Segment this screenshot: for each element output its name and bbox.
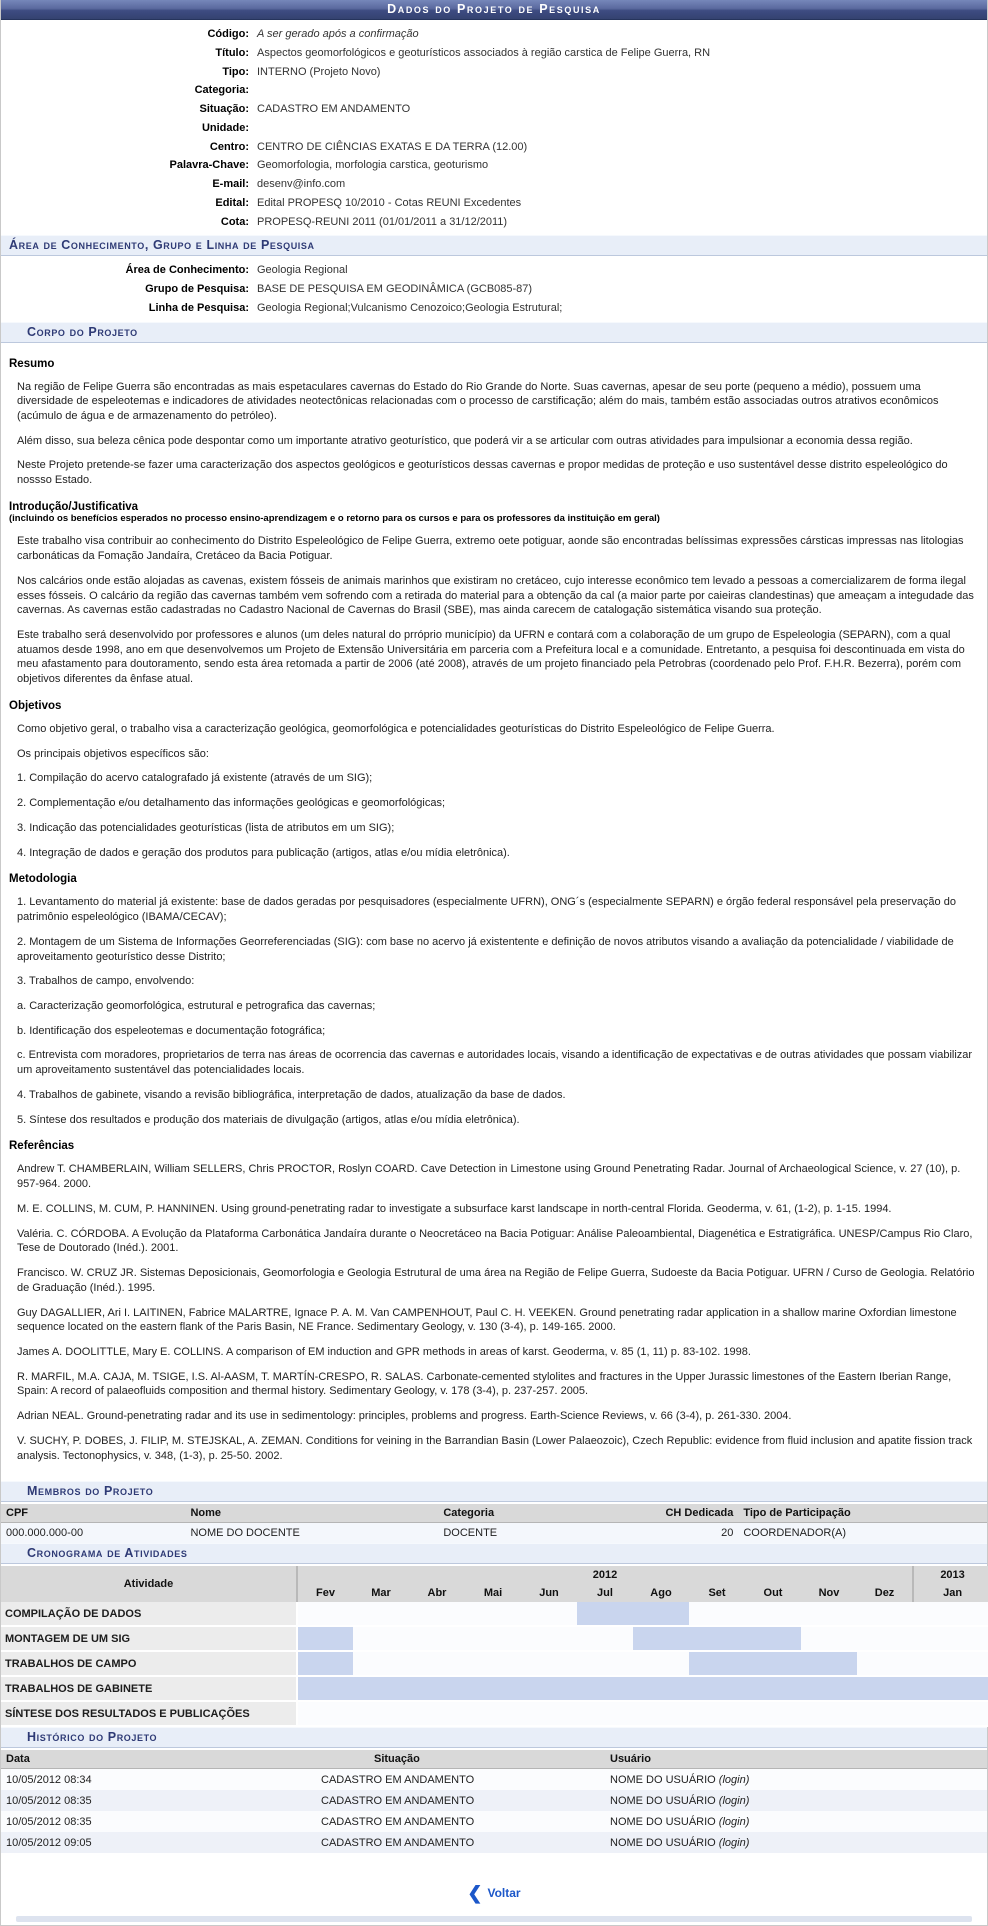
- field-label: Situação:: [199, 103, 249, 115]
- gantt-bar-cell: [297, 1626, 353, 1651]
- back-link[interactable]: Voltar: [487, 1886, 521, 1901]
- gantt-empty-cell: [801, 1701, 857, 1726]
- gantt-bar-cell: [745, 1651, 801, 1676]
- gantt-bar-cell: [353, 1676, 409, 1701]
- body-paragraph: 4. Trabalhos de gabinete, visando a revisão bibliográfica, interpretação de dados, atualização da base de dados.: [17, 1088, 566, 1101]
- gantt-empty-cell: [353, 1626, 409, 1651]
- gantt-empty-cell: [577, 1626, 633, 1651]
- gantt-year-2013-header: 2013: [913, 1566, 988, 1584]
- gantt-bar-cell: [409, 1676, 465, 1701]
- gantt-bar-cell: [465, 1676, 521, 1701]
- field-value: Geomorfologia, morfologia carstica, geoturismo: [257, 159, 489, 172]
- page-footer-strip: [16, 1916, 972, 1922]
- gantt-month-header: Abr: [409, 1584, 465, 1602]
- members-table: [1, 1504, 987, 1543]
- gantt-empty-cell: [913, 1651, 988, 1676]
- gantt-year-header-row: [1, 1566, 988, 1584]
- members-header-row: [1, 1504, 987, 1523]
- history-status-cell: CADASTRO EM ANDAMENTO: [316, 1832, 605, 1853]
- field-row: [1, 175, 987, 194]
- field-row: [1, 100, 987, 119]
- history-user-cell: NOME DO USUÁRIO (login): [605, 1790, 987, 1811]
- field-label: Centro:: [209, 140, 249, 153]
- gantt-empty-cell: [409, 1651, 465, 1676]
- field-row: [1, 25, 987, 44]
- field-value: Geologia Regional: [257, 264, 348, 277]
- history-column-header: Usuário: [605, 1750, 987, 1769]
- body-paragraph: Este trabalho será desenvolvido por professores e alunos (um deles natural do prróprio município) da UFRN e contará com a colaboração de um grupo de Espeleologia (SEPARN), com a qual atuamos desde 1998, ano em que desenvolvemos um Projeto de Extensão Universitária em parceria com a Prefeitura local e a comunidade. Entretanto, a pesquisa foi descontinuada em vista do meu afastamento para doutoramento, sendo esta área retomada a partir de 2006 (até 2008), através de um projeto financiado pela Petrobras (coordenado pelo Prof. F.H.R. Bezerra), porém com objetivos diferentes da ênfase atual.: [17, 628, 965, 686]
- history-user-cell: NOME DO USUÁRIO (login): [605, 1811, 987, 1832]
- gantt-empty-cell: [521, 1626, 577, 1651]
- history-date-cell: 10/05/2012 09:05: [1, 1832, 316, 1853]
- members-cell: NOME DO DOCENTE: [185, 1523, 438, 1544]
- gantt-activity-row: [1, 1626, 988, 1651]
- field-row: [1, 261, 987, 280]
- body-paragraph: Valéria. C. CÓRDOBA. A Evolução da Plataforma Carbonática Jandaíra durante o Neocretáceo na Bacia Potiguar: Análise Paleoambiental, Diagenética e Estratigráfica. UNESP/Campus Rio Claro, Tese de Doutorado (Inéd.). 2001.: [17, 1227, 973, 1255]
- field-row: [1, 156, 987, 175]
- gantt-activity-row: [1, 1676, 988, 1701]
- body-paragraph: Este trabalho visa contribuir ao conhecimento do Distrito Espeleológico de Felipe Guerra, extremo oete potiguar, aonde são encontradas belíssimas expressões cársticas impressas nas litologias carbonáticas da Fomação Jandaíra, Cretáceo da Bacia Potiguar.: [17, 535, 964, 563]
- gantt-empty-cell: [465, 1626, 521, 1651]
- body-section-heading: Resumo: [9, 357, 55, 370]
- history-header-row: [1, 1750, 987, 1769]
- gantt-empty-cell: [577, 1651, 633, 1676]
- members-column-header: Nome: [185, 1504, 438, 1523]
- body-section-heading: Introdução/Justificativa: [9, 500, 139, 513]
- body-paragraph: Neste Projeto pretende-se fazer uma caracterização dos aspectos geológicos e geoturísticos dessas cavernas e propor medidas de proteção e uso sustentável desse distrito espeleológico do nossso Estado.: [17, 459, 948, 487]
- gantt-bar-cell: [689, 1676, 745, 1701]
- gantt-empty-cell: [465, 1701, 521, 1726]
- body-paragraph: 5. Síntese dos resultados e produção dos materiais de divulgação (artigos, atlas e/ou mídia eletrônica).: [17, 1113, 520, 1126]
- gantt-month-header: Out: [745, 1584, 801, 1602]
- gantt-empty-cell: [857, 1626, 913, 1651]
- gantt-empty-cell: [409, 1602, 465, 1626]
- field-row: [1, 63, 987, 82]
- gantt-bar-cell: [745, 1626, 801, 1651]
- field-value: Geologia Regional;Vulcanismo Cenozoico;Geologia Estrutural;: [257, 301, 563, 314]
- history-column-header: Data: [1, 1750, 316, 1769]
- field-value: CADASTRO EM ANDAMENTO: [257, 103, 411, 115]
- body-paragraph: M. E. COLLINS, M. CUM, P. HANNINEN. Using ground-penetrating radar to investigate a subsurface karst landscape in north-central Florida. Geoderma, v. 61, (1-2), p. 1-15. 1994.: [17, 1202, 892, 1215]
- gantt-empty-cell: [465, 1651, 521, 1676]
- history-row: [1, 1769, 987, 1791]
- body-paragraph: Nos calcários onde estão alojadas as cavenas, existem fósseis de animais marinhos que existiram no cretáceo, cujo interesse econômico tem levado a pessoas a comercializarem de forma ilegal esses fósseis. O calcário da região das cavernas também vem sofrendo com a retirada do material para a obtenção da cal (a maior parte por caieiras clandestinas) que ameaçam a integudade das cavernas. As cavernas estão cadastradas no Cadastro Nacional de Cavernas do Brasil (SBE), mas ainda carecem de catalogação sistemática visando sua proteção.: [17, 574, 974, 617]
- gantt-bar-cell: [689, 1626, 745, 1651]
- gantt-bar-cell: [297, 1676, 353, 1701]
- gantt-activity-column-header: Atividade: [1, 1566, 297, 1602]
- field-value: CENTRO DE CIÊNCIAS EXATAS E DA TERRA (12.00): [257, 140, 528, 153]
- history-status-cell: CADASTRO EM ANDAMENTO: [316, 1769, 605, 1791]
- gantt-activity-label: MONTAGEM DE UM SIG: [1, 1626, 297, 1651]
- body-paragraph: Além disso, sua beleza cênica pode despontar como um importante atrativo geoturístico, que poderá vir a se articular com outras atividades para impulsionar a economia dessa região.: [17, 434, 913, 447]
- gantt-month-header: Fev: [297, 1584, 353, 1602]
- gantt-activity-label: TRABALHOS DE CAMPO: [1, 1651, 297, 1676]
- members-cell: DOCENTE: [438, 1523, 573, 1544]
- body-paragraph: Como objetivo geral, o trabalho visa a caracterização geológica, geomorfológica e potencialidades geoturísticas do Distrito Espeleológico de Felipe Guerra.: [17, 722, 775, 735]
- field-row: [1, 44, 987, 63]
- gantt-empty-cell: [689, 1701, 745, 1726]
- field-label: Grupo de Pesquisa:: [145, 283, 249, 295]
- history-date-cell: 10/05/2012 08:35: [1, 1790, 316, 1811]
- gantt-empty-cell: [913, 1602, 988, 1626]
- members-column-header: CH Dedicada: [573, 1504, 738, 1523]
- gantt-year-2012-header: 2012: [297, 1566, 913, 1584]
- body-paragraph: R. MARFIL, M.A. CAJA, M. TSIGE, I.S. Al-AASM, T. MARTÍN-CRESPO, R. SALAS. Carbonate-cemented stylolites and fractures in the Upper Jurassic limestones of the Eastern Iberian Range, Spain: A record of palaeofluids composition and thermal history. Sedimentary Geology, v. 178 (3-4), p. 237-257. 2005.: [17, 1370, 952, 1398]
- gantt-empty-cell: [409, 1626, 465, 1651]
- gantt-empty-cell: [801, 1626, 857, 1651]
- gantt-activity-row: [1, 1602, 988, 1626]
- gantt-bar-cell: [801, 1651, 857, 1676]
- gantt-month-header: Nov: [801, 1584, 857, 1602]
- gantt-bar-cell: [857, 1676, 913, 1701]
- gantt-empty-cell: [353, 1701, 409, 1726]
- gantt-empty-cell: [857, 1602, 913, 1626]
- gantt-empty-cell: [409, 1701, 465, 1726]
- members-column-header: CPF: [1, 1504, 185, 1523]
- members-cell: COORDENADOR(A): [738, 1523, 987, 1544]
- gantt-empty-cell: [857, 1651, 913, 1676]
- gantt-empty-cell: [521, 1602, 577, 1626]
- project-body-text: [1, 343, 987, 1482]
- field-label: Título:: [215, 46, 249, 59]
- body-paragraph: Andrew T. CHAMBERLAIN, William SELLERS, Chris PROCTOR, Roslyn COARD. Cave Detection in Limestone using Ground Penetrating Radar. Journal of Archaeological Science, v. 27 (10), p. 957-964. 2000.: [17, 1163, 961, 1191]
- gantt-month-header: Dez: [857, 1584, 913, 1602]
- history-status-cell: CADASTRO EM ANDAMENTO: [316, 1790, 605, 1811]
- history-user-cell: NOME DO USUÁRIO (login): [605, 1832, 987, 1853]
- history-column-header: Situação: [316, 1750, 605, 1769]
- field-value: Edital PROPESQ 10/2010 - Cotas REUNI Excedentes: [257, 196, 522, 209]
- body-paragraph: Francisco. W. CRUZ JR. Sistemas Deposicionais, Geomorfologia e Geologia Estrutural de uma área na Região de Felipe Guerra, Sudoeste da Bacia Potiguar. UFRN / Curso de Geologia. Relatório de Graduação (Inéd.). 1995.: [17, 1267, 975, 1294]
- gantt-empty-cell: [801, 1602, 857, 1626]
- field-value: [253, 81, 987, 100]
- members-row: [1, 1523, 987, 1544]
- gantt-bar-cell: [577, 1676, 633, 1701]
- body-paragraph: a. Caracterização geomorfológica, estrutural e petrografica das cavernas;: [17, 999, 376, 1012]
- gantt-month-header: Jun: [521, 1584, 577, 1602]
- gantt-empty-cell: [633, 1651, 689, 1676]
- gantt-bar-cell: [801, 1676, 857, 1701]
- gantt-month-header: Mai: [465, 1584, 521, 1602]
- gantt-empty-cell: [577, 1701, 633, 1726]
- gantt-empty-cell: [297, 1701, 353, 1726]
- field-label: Código:: [207, 28, 249, 40]
- body-section-heading: Metodologia: [9, 873, 77, 886]
- body-paragraph: b. Identificação dos espeleotemas e documentação fotográfica;: [17, 1024, 326, 1037]
- gantt-month-header: Jan: [913, 1584, 988, 1602]
- gantt-bar-cell: [913, 1676, 988, 1701]
- body-paragraph: c. Entrevista com moradores, proprietarios de terra nas áreas de ocorrencia das cavernas e autoridades locais, visando a identificação de expectativas e de outras atividades que possam viabilizar um aproveitamento sustentável das potencialidades locais.: [17, 1049, 973, 1077]
- section-area-conhecimento: Área de Conhecimento, Grupo e Linha de Pesquisa: [1, 235, 987, 256]
- gantt-empty-cell: [353, 1602, 409, 1626]
- field-row: [1, 299, 987, 318]
- field-row: [1, 213, 987, 232]
- area-fields-table: [1, 261, 987, 317]
- field-row: [1, 119, 987, 138]
- body-section-subheading: (incluindo os benefícios esperados no processo ensino-aprendizagem e o retorno para os cursos e para os professores da instituição em geral): [9, 512, 660, 524]
- gantt-empty-cell: [689, 1602, 745, 1626]
- history-row: [1, 1811, 987, 1832]
- field-label: Área de Conhecimento:: [125, 264, 249, 277]
- gantt-activity-row: [1, 1651, 988, 1676]
- field-label: E-mail:: [212, 178, 249, 190]
- body-paragraph: 1. Levantamento do material já existente: base de dados geradas por pesquisadores (especialmente UFRN), ONG´s (especialmente SEPARN) e órgão federal responsável pela preservação do patrimônio espeleológico (IBAMA/CECAV);: [17, 896, 956, 924]
- field-label: Edital:: [215, 196, 249, 209]
- gantt-empty-cell: [913, 1626, 988, 1651]
- gantt-activity-label: SÍNTESE DOS RESULTADOS E PUBLICAÇÕES: [1, 1701, 297, 1726]
- history-date-cell: 10/05/2012 08:34: [1, 1769, 316, 1791]
- history-table: [1, 1750, 987, 1853]
- gantt-month-header: Jul: [577, 1584, 633, 1602]
- field-value: A ser gerado após a confirmação: [257, 28, 419, 40]
- gantt-bar-cell: [633, 1676, 689, 1701]
- section-corpo-projeto: Corpo do Projeto: [1, 322, 987, 343]
- history-status-cell: CADASTRO EM ANDAMENTO: [316, 1811, 605, 1832]
- field-label: Categoria:: [194, 84, 249, 97]
- activities-gantt-table: [1, 1566, 988, 1727]
- section-cronograma-atividades: Cronograma de Atividades: [1, 1543, 987, 1564]
- body-paragraph: 3. Indicação das potencialidades geoturísticas (lista de atributos em um SIG);: [17, 821, 395, 834]
- gantt-bar-cell: [297, 1651, 353, 1676]
- gantt-bar-cell: [577, 1602, 633, 1626]
- field-row: [1, 194, 987, 213]
- page-title: Dados do Projeto de Pesquisa: [1, 0, 987, 20]
- field-label: Cota:: [220, 215, 249, 228]
- history-row: [1, 1790, 987, 1811]
- members-cell: 000.000.000-00: [1, 1523, 185, 1544]
- body-paragraph: 2. Montagem de um Sistema de Informações Georreferenciadas (SIG): com base no acervo já existentente e definição de novos atributos visando a avaliação da potencialidade / viabilidade de aproveitamento geoturístico desse Distrito;: [17, 935, 954, 963]
- back-chevron-icon[interactable]: ❮: [467, 1883, 483, 1904]
- field-value: [253, 119, 987, 138]
- gantt-empty-cell: [521, 1651, 577, 1676]
- gantt-empty-cell: [353, 1651, 409, 1676]
- field-row: [1, 280, 987, 299]
- gantt-bar-cell: [689, 1651, 745, 1676]
- body-paragraph: 2. Complementação e/ou detalhamento das informações geológicas e geomorfológicas;: [17, 797, 446, 810]
- gantt-bar-cell: [633, 1626, 689, 1651]
- body-paragraph: Os principais objetivos específicos são:: [17, 747, 209, 760]
- gantt-bar-cell: [521, 1676, 577, 1701]
- body-paragraph: James A. DOOLITTLE, Mary E. COLLINS. A comparison of EM induction and GPR methods in areas of karst. Geoderma, v. 85 (1, 11) p. 83-102. 1998.: [17, 1346, 751, 1358]
- history-user-cell: NOME DO USUÁRIO (login): [605, 1769, 987, 1791]
- gantt-bar-cell: [633, 1602, 689, 1626]
- members-column-header: Categoria: [438, 1504, 573, 1523]
- field-value: INTERNO (Projeto Novo): [257, 65, 381, 78]
- section-membros-projeto: Membros do Projeto: [1, 1481, 987, 1502]
- field-label: Unidade:: [201, 121, 249, 134]
- field-label: Tipo:: [222, 65, 249, 78]
- gantt-empty-cell: [913, 1701, 988, 1726]
- gantt-activity-label: TRABALHOS DE GABINETE: [1, 1676, 297, 1701]
- history-date-cell: 10/05/2012 08:35: [1, 1811, 316, 1832]
- field-value: desenv@info.com: [257, 178, 346, 190]
- gantt-empty-cell: [521, 1701, 577, 1726]
- history-user-login: (login): [718, 1794, 750, 1807]
- project-fields-table: [1, 25, 987, 231]
- body-paragraph: Adrian NEAL. Ground-penetrating radar and its use in sedimentology: principles, problems and progress. Earth-Science Reviews, v. 66 (3-4), p. 261-330. 2004.: [17, 1410, 792, 1423]
- gantt-empty-cell: [465, 1602, 521, 1626]
- members-column-header: Tipo de Participação: [738, 1504, 987, 1523]
- gantt-empty-cell: [633, 1701, 689, 1726]
- field-value: Aspectos geomorfológicos e geoturísticos associados à região carstica de Felipe Guerra, RN: [257, 46, 711, 59]
- gantt-month-header: Mar: [353, 1584, 409, 1602]
- field-value: PROPESQ-REUNI 2011 (01/01/2011 a 31/12/2011): [257, 215, 508, 228]
- members-cell: 20: [573, 1523, 738, 1544]
- history-row: [1, 1832, 987, 1853]
- gantt-activity-label: COMPILAÇÃO DE DADOS: [1, 1602, 297, 1626]
- body-paragraph: V. SUCHY, P. DOBES, J. FILIP, M. STEJSKAL, A. ZEMAN. Conditions for veining in the Barrandian Basin (Lower Palaeozoic), Czech Republic: evidence from fluid inclusion and apatite fission track analysis. Tectonophysics, v. 348, (1-3), p. 25-50. 2002.: [17, 1434, 973, 1462]
- history-user-login: (login): [718, 1773, 750, 1786]
- history-user-login: (login): [718, 1836, 750, 1849]
- gantt-month-header: Ago: [633, 1584, 689, 1602]
- body-paragraph: 1. Compilação do acervo catalografado já existente (através de um SIG);: [17, 772, 373, 785]
- field-row: [1, 138, 987, 157]
- history-user-login: (login): [718, 1815, 750, 1828]
- section-historico-projeto: Histórico do Projeto: [1, 1727, 987, 1748]
- field-label: Palavra-Chave:: [169, 159, 249, 172]
- gantt-empty-cell: [857, 1701, 913, 1726]
- gantt-bar-cell: [745, 1676, 801, 1701]
- gantt-empty-cell: [745, 1602, 801, 1626]
- field-label: Linha de Pesquisa:: [148, 301, 249, 314]
- body-paragraph: Guy DAGALLIER, Ari I. LAITINEN, Fabrice MALARTRE, Ignace P. A. M. Van CAMPENHOUT, Paul C. H. VEEKEN. Ground penetrating radar application in a shallow marine Oxfordian limestone sequence located on the eastern flank of the Paris Basin, NE France. Sedimentary Geology, v. 130 (3-4), p. 149-165. 2000.: [17, 1306, 957, 1334]
- gantt-empty-cell: [745, 1701, 801, 1726]
- body-paragraph: 3. Trabalhos de campo, envolvendo:: [17, 975, 195, 988]
- body-section-heading: Objetivos: [9, 699, 62, 712]
- body-paragraph: 4. Integração de dados e geração dos produtos para publicação (artigos, atlas e/ou mídia eletrônica).: [17, 846, 510, 859]
- body-paragraph: Na região de Felipe Guerra são encontradas as mais espetaculares cavernas do Estado do Rio Grande do Norte. Suas cavernas, apesar de seu porte (pequeno a médio), possuem uma diversidade de espeleotemas e indicadores de atividades neotectônicas relacionadas com o processo de carstificação; além do mais, também estão associadas outros atrativos econômicos (acúmulo de água e de armazenamento do petróleo).: [17, 380, 939, 422]
- gantt-activity-row: [1, 1701, 988, 1726]
- field-value: BASE DE PESQUISA EM GEODINÂMICA (GCB085-87): [257, 283, 533, 295]
- body-section-heading: Referências: [9, 1140, 75, 1153]
- gantt-month-header: Set: [689, 1584, 745, 1602]
- gantt-empty-cell: [297, 1602, 353, 1626]
- field-row: [1, 81, 987, 100]
